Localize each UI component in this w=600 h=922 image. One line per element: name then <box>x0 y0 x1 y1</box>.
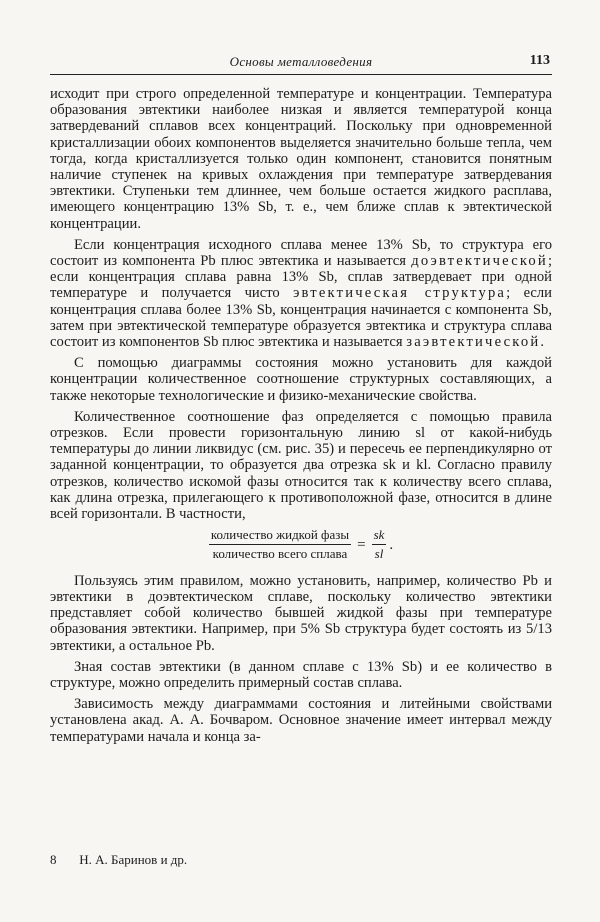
formula-period: . <box>389 536 394 553</box>
term-eutectic-structure: эвтектическая структура <box>293 285 507 302</box>
formula-right-fraction <box>372 527 387 562</box>
formula-numerator: количество жидкой фазы <box>209 527 351 545</box>
paragraph-casting-properties: Зависимость между диаграммами состояния и литейными свойствами установлена акад. А. А. Бочваром. Основное значение имеет интервал между температурами начала и конца за- <box>50 696 552 745</box>
formula-left-fraction <box>209 527 351 562</box>
term-hypereutectic: заэвтектической <box>406 334 541 351</box>
formula-rhs-denominator: sl <box>374 546 384 562</box>
paragraph-alloy-composition: Зная состав эвтектики (в данном сплаве с 13% Sb) и ее количество в структуре, можно определить примерный состав сплава. <box>50 658 552 691</box>
paragraph-concentration-cases <box>50 237 552 350</box>
paragraph-rule-application: Пользуясь этим правилом, можно установить, например, количество Pb и эвтектики в доэвтектическом сплаве, поскольку количество эвтектики представляет собой количество бывшей жидкой фазы при температуре образования эвтектики. Например, при 5% Sb структура будет состоять из 5/13 эвтектики, а остальное Pb. <box>50 572 552 654</box>
text-run: ; если концентрация сплава равна 13% Sb, сплав затвердевает при одной температуре и получается чисто <box>50 253 552 302</box>
lever-rule-formula <box>50 527 552 562</box>
paragraph-phase-diagram-use: С помощью диаграммы состояния можно установить для каждой концентрации количественное соотношение структурных составляющих, а также некоторые технологические и физико-механические свойства. <box>50 355 552 404</box>
paragraph-eutectic-temperature: исходит при строго определенной температуре и концентрации. Температура образования эвтектики наиболее низкая и является температурой конца затвердеваний сплавов всех концентраций. Поскольку при одновременной кристаллизации обоих компонентов выделяется значительно больше тепла, чем тогда, когда кристаллизуется только один компонент, становится понятным наличие ступенек на кривых охлаждения при температуре затвердевания эвтектики. Ступеньки тем длиннее, чем больше остается жидкого расплава, имеющего концентрацию 13% Sb, т. е., чем ближе сплав к эвтектической концентрации. <box>50 86 552 232</box>
signature-mark: 8 <box>50 852 57 867</box>
page-header <box>50 50 552 75</box>
body-text <box>50 86 552 750</box>
text-run: ; если концентрация сплава более 13% Sb, концентрация начинается с компонента Sb, затем при эвтектической температуре образуется эвтектика и структура сплава состоит из компонентов Sb плюс эвтектика и называется <box>50 285 552 351</box>
author-line: Н. А. Баринов и др. <box>79 852 188 867</box>
paragraph-lever-rule: Количественное соотношение фаз определяется с помощью правила отрезков. Если провести горизонтальную линию sl от какой-нибудь температуры до линии ликвидус (см. рис. 35) и пересечь ее перпендикулярно от заданной концентрации, то образуется два отрезка sk и kl. Согласно правилу отрезков, количество искомой фазы относится так к количеству всего сплава, как длина отрезка, прилегающего к противоположной фазе, относится в длине всей горизонтали. В частности, <box>50 408 552 523</box>
formula-rhs-numerator: sk <box>372 527 387 545</box>
page-number: 113 <box>529 53 550 68</box>
formula-equals: = <box>357 536 366 553</box>
running-title: Основы металловедения <box>229 54 373 69</box>
formula-denominator: количество всего сплава <box>212 546 348 562</box>
page-footer <box>50 852 187 868</box>
text-run: Если концентрация исходного сплава менее 13% Sb, то структура его состоит из компонента Pb плюс эвтектика и называется <box>50 236 552 270</box>
text-run: . <box>540 334 545 351</box>
term-hypoeutectic: доэвтектической <box>411 253 548 270</box>
